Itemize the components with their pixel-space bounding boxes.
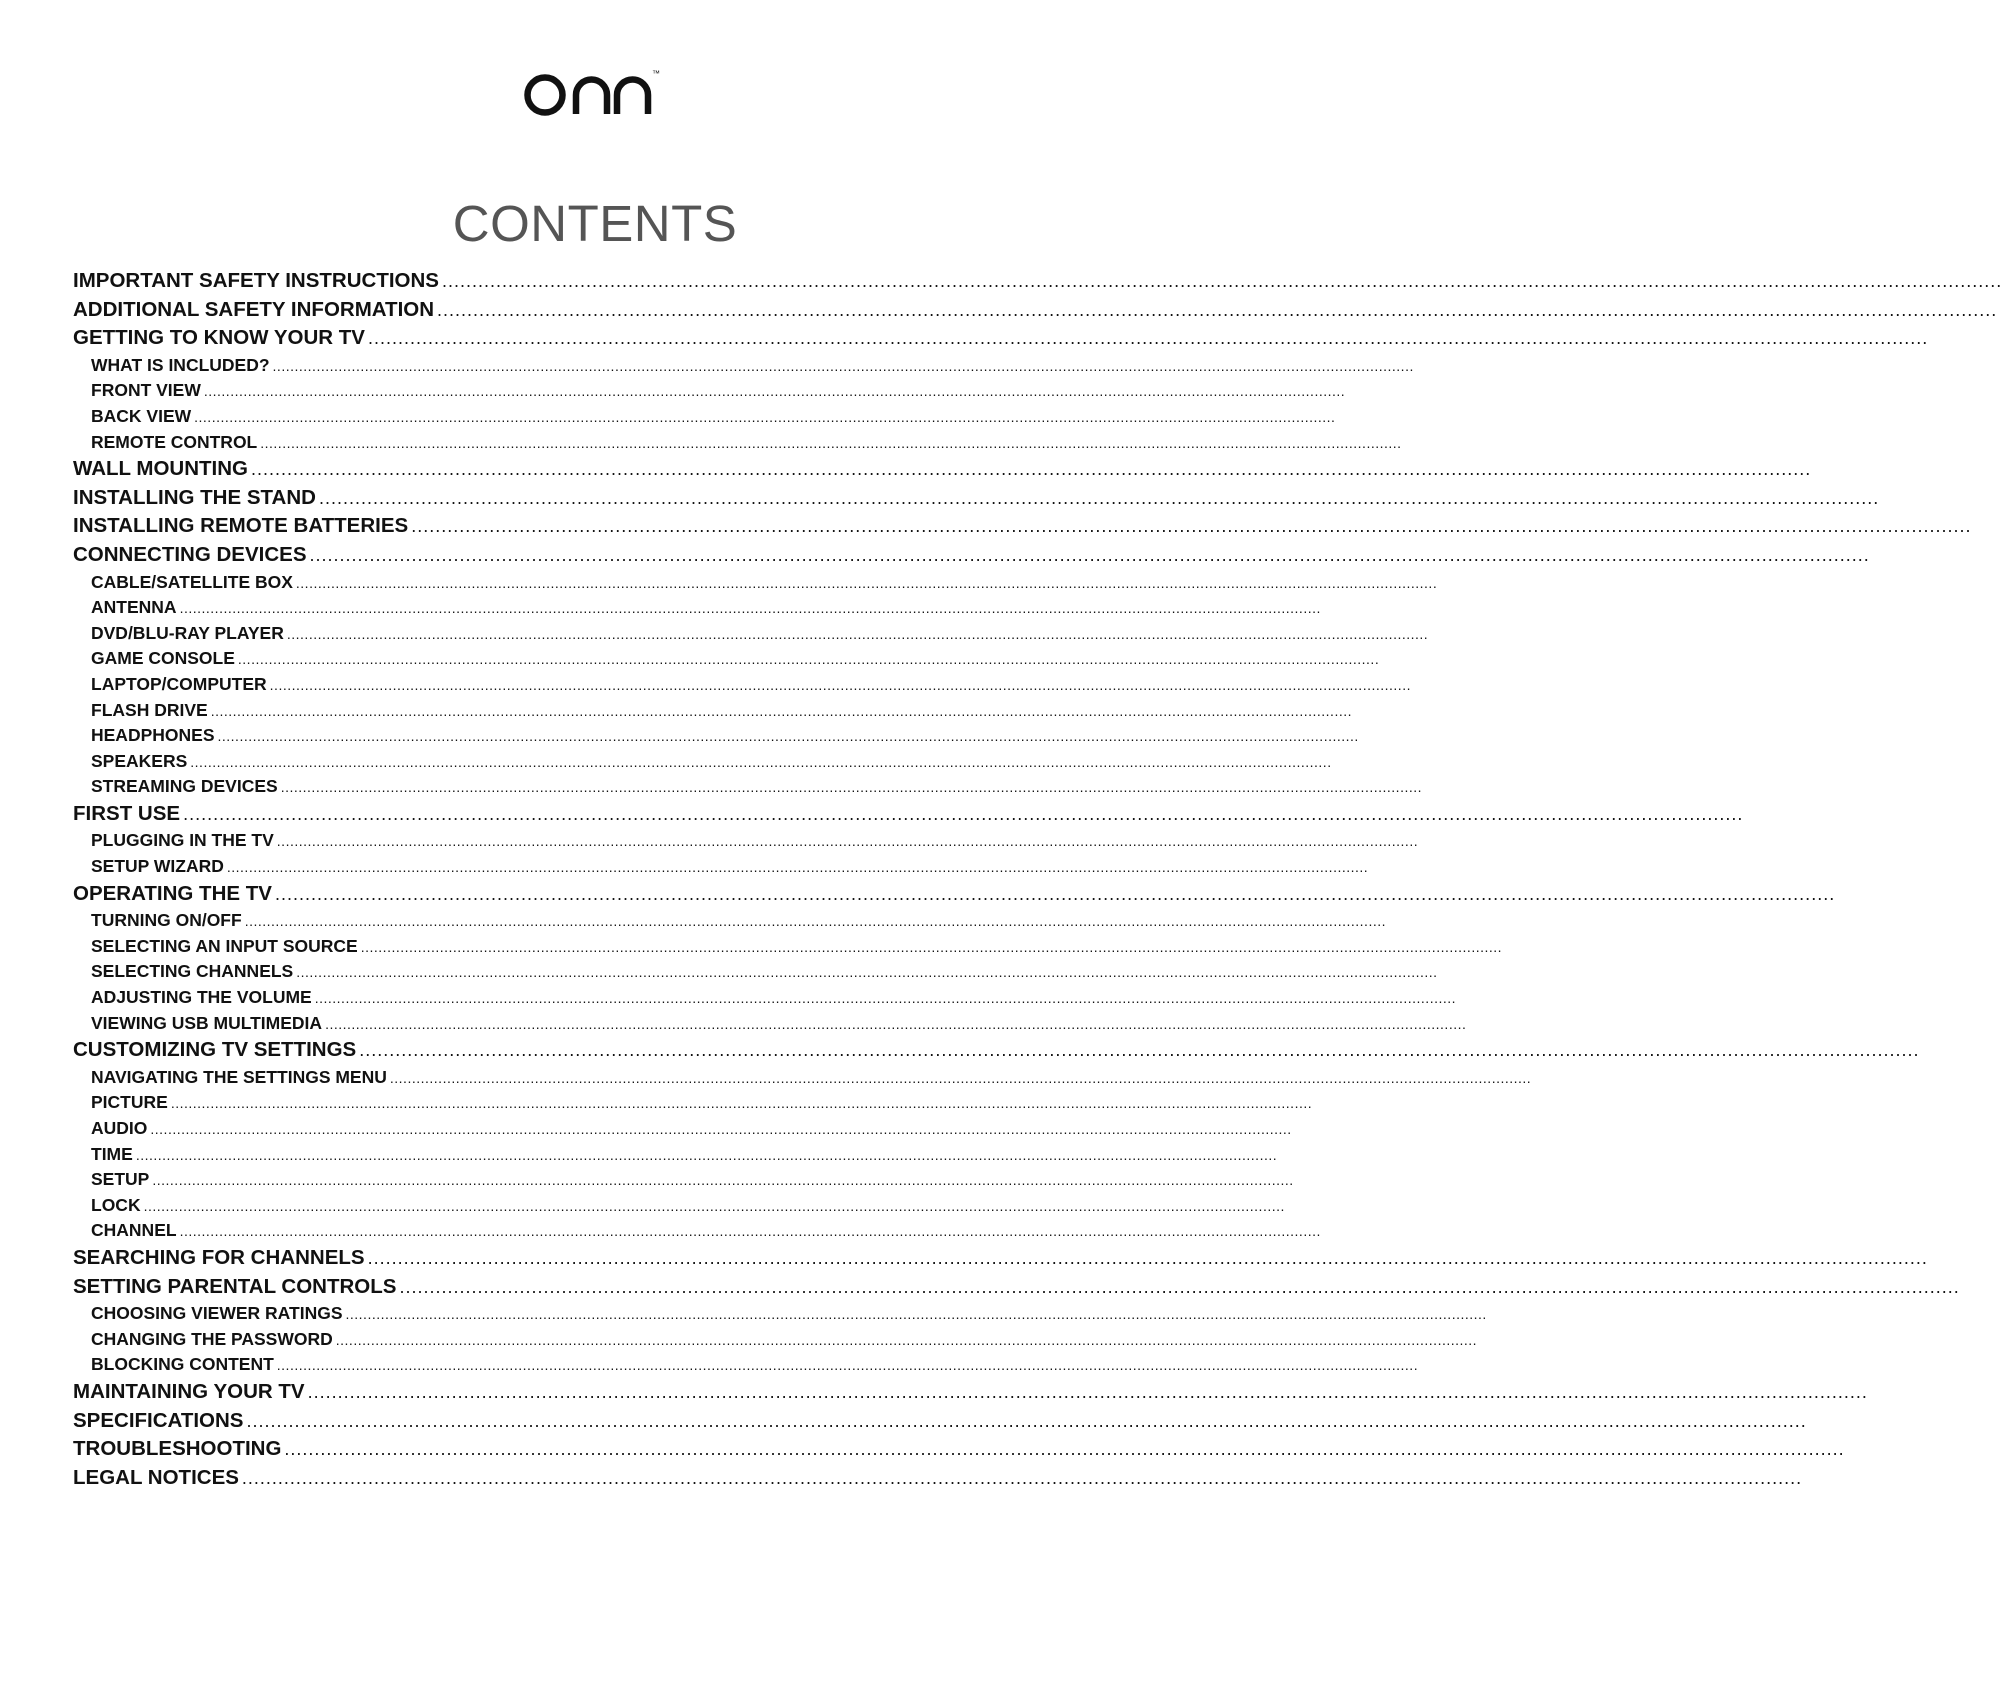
toc-entry-label: INSTALLING THE STAND [73, 485, 316, 509]
dot-leader: .................................................................................................................................................................................................................................................................... [276, 1357, 1419, 1374]
toc-subsection-entry[interactable] [73, 959, 1438, 985]
toc-entry-label: INSTALLING REMOTE BATTERIES [73, 514, 409, 538]
dot-leader: .................................................................................................................................................................................................................................................................... [194, 408, 1336, 425]
toc-section-entry[interactable] [73, 455, 1812, 484]
toc-entry-label: FLASH DRIVE [91, 699, 208, 720]
toc-subsection-entry[interactable] [73, 723, 1359, 749]
dot-leader: .................................................................................................................................................................................................................................................................... [295, 574, 1438, 591]
toc-entry-label: ADJUSTING THE VOLUME [91, 987, 312, 1008]
toc-entry-label: LAPTOP/COMPUTER [91, 673, 267, 694]
dot-leader: .................................................................................................................................................................................................................................................................... [325, 1015, 1467, 1032]
toc-section-entry[interactable] [73, 1435, 1845, 1464]
toc-subsection-entry[interactable] [73, 353, 1414, 379]
toc-section-entry[interactable] [73, 1273, 1960, 1302]
toc-subsection-entry[interactable] [73, 774, 1423, 800]
toc-subsection-entry[interactable] [73, 854, 1369, 880]
toc-section-entry[interactable] [73, 541, 1870, 570]
toc-subsection-entry[interactable] [73, 570, 1438, 596]
toc-entry-label: OPERATING THE TV [73, 881, 272, 905]
toc-entry-label: BACK VIEW [91, 405, 192, 426]
toc-subsection-entry[interactable] [73, 908, 1386, 934]
toc-subsection-entry[interactable] [73, 1142, 1278, 1168]
toc-section-entry[interactable] [73, 324, 1929, 353]
dot-leader: .................................................................................................................................................................................................................................................................... [237, 651, 1380, 668]
toc-entry-label: TIME [91, 1143, 133, 1164]
toc-subsection-entry[interactable] [73, 378, 1346, 404]
toc-entry-label: IMPORTANT SAFETY INSTRUCTIONS [73, 269, 439, 292]
toc-entry-label: VIEWING USB MULTIMEDIA [91, 1012, 323, 1033]
dot-leader: .................................................................................................................................................................................................................................................................... [269, 676, 1411, 693]
toc-section-entry[interactable] [73, 880, 1836, 909]
dot-leader: .................................................................................................................................................................................................................................................................... [411, 516, 1972, 537]
toc-entry-label: TURNING ON/OFF [91, 910, 242, 931]
table-of-contents [73, 267, 2002, 1492]
toc-entry-label: GAME CONSOLE [91, 648, 235, 669]
dot-leader: .................................................................................................................................................................................................................................................................... [286, 625, 1429, 642]
dot-leader: .................................................................................................................................................................................................................................................................... [241, 1467, 1803, 1488]
brand-logo [0, 62, 1190, 118]
dot-leader: .................................................................................................................................................................................................................................................................... [296, 964, 1438, 981]
toc-entry-label: ANTENNA [91, 597, 177, 618]
toc-subsection-entry[interactable] [73, 621, 1429, 647]
toc-entry-label: SELECTING AN INPUT SOURCE [91, 935, 358, 956]
toc-subsection-entry[interactable] [73, 430, 1402, 456]
trademark-symbol: ™ [652, 69, 660, 78]
toc-entry-label: REMOTE CONTROL [91, 431, 258, 452]
toc-subsection-entry[interactable] [73, 934, 1503, 960]
toc-entry-label: CABLE/SATELLITE BOX [91, 571, 293, 592]
toc-entry-label: CHOOSING VIEWER RATINGS [91, 1303, 343, 1324]
toc-entry-label: ADDITIONAL SAFETY INFORMATION [73, 297, 435, 321]
dot-leader: .................................................................................................................................................................................................................................................................... [309, 544, 1870, 565]
toc-entry-label: SETUP WIZARD [91, 856, 224, 877]
toc-entry-label: LEGAL NOTICES [73, 1465, 239, 1489]
toc-entry-label: HEADPHONES [91, 725, 215, 746]
toc-section-entry[interactable] [73, 1036, 1920, 1065]
toc-subsection-entry[interactable] [73, 1011, 1467, 1037]
toc-entry-label: FRONT VIEW [91, 380, 201, 401]
toc-section-entry[interactable] [73, 484, 1880, 513]
dot-leader: .................................................................................................................................................................................................................................................................... [260, 434, 1402, 451]
dot-leader: .................................................................................................................................................................................................................................................................... [274, 883, 1836, 904]
toc-entry-label: GETTING TO KNOW YOUR TV [73, 326, 365, 350]
toc-section-entry[interactable] [73, 512, 1972, 541]
dot-leader: .................................................................................................................................................................................................................................................................... [226, 859, 1369, 876]
dot-leader: .................................................................................................................................................................................................................................................................... [345, 1306, 1487, 1323]
toc-entry-label: SETTING PARENTAL CONTROLS [73, 1274, 397, 1298]
toc-subsection-entry[interactable] [73, 828, 1419, 854]
toc-entry-label: TROUBLESHOOTING [73, 1437, 282, 1461]
toc-entry-label: FIRST USE [73, 801, 181, 825]
dot-leader: .................................................................................................................................................................................................................................................................... [210, 702, 1352, 719]
toc-subsection-entry[interactable] [73, 595, 1321, 621]
dot-leader: .................................................................................................................................................................................................................................................................... [276, 833, 1419, 850]
toc-section-entry[interactable] [73, 1244, 1928, 1273]
dot-leader: .................................................................................................................................................................................................................................................................... [179, 1223, 1321, 1240]
toc-entry-label: SEARCHING FOR CHANNELS [73, 1245, 365, 1269]
dot-leader: .................................................................................................................................................................................................................................................................... [179, 600, 1321, 617]
toc-entry-label: MAINTAINING YOUR TV [73, 1379, 305, 1403]
toc-entry-label: WHAT IS INCLUDED? [91, 354, 270, 375]
toc-subsection-entry[interactable] [73, 1065, 1532, 1091]
dot-leader: .................................................................................................................................................................................................................................................................... [150, 1121, 1292, 1137]
toc-subsection-entry[interactable] [73, 404, 1336, 430]
toc-subsection-entry[interactable] [73, 1116, 1292, 1142]
dot-leader: .................................................................................................................................................................................................................................................................... [399, 1276, 1960, 1297]
onn-logo-icon [520, 62, 670, 118]
dot-leader: .................................................................................................................................................................................................................................................................... [135, 1146, 1278, 1163]
dot-leader: .................................................................................................................................................................................................................................................................... [359, 1040, 1920, 1061]
dot-leader: .................................................................................................................................................................................................................................................................... [284, 1439, 1845, 1460]
toc-entry-label: CUSTOMIZING TV SETTINGS [73, 1038, 357, 1062]
toc-entry-label: PLUGGING IN THE TV [91, 830, 274, 851]
toc-entry-label: CONNECTING DEVICES [73, 542, 307, 566]
dot-leader: .................................................................................................................................................................................................................................................................... [190, 753, 1332, 770]
dot-leader: .................................................................................................................................................................................................................................................................... [318, 487, 1880, 508]
dot-leader: .................................................................................................................................................................................................................................................................... [307, 1381, 1868, 1402]
dot-leader: .................................................................................................................................................................................................................................................................... [143, 1197, 1285, 1214]
dot-leader: .................................................................................................................................................................................................................................................................... [367, 1247, 1928, 1268]
toc-entry-label: DVD/BLU-RAY PLAYER [91, 622, 284, 643]
dot-leader: .................................................................................................................................................................................................................................................................... [246, 1410, 1807, 1431]
toc-subsection-entry[interactable] [73, 1167, 1294, 1193]
dot-leader: .................................................................................................................................................................................................................................................................... [152, 1172, 1294, 1189]
toc-entry-label: WALL MOUNTING [73, 457, 248, 481]
dot-leader: .................................................................................................................................................................................................................................................................... [203, 383, 1346, 400]
toc-entry-label: AUDIO [91, 1118, 148, 1138]
dot-leader: .................................................................................................................................................................................................................................................................... [335, 1331, 1478, 1348]
toc-entry-label: PICTURE [91, 1092, 168, 1113]
toc-subsection-entry[interactable] [73, 1218, 1321, 1244]
toc-section-entry[interactable] [73, 267, 2002, 296]
toc-section-entry[interactable] [73, 296, 1998, 325]
toc-entry-label: BLOCKING CONTENT [91, 1354, 274, 1375]
toc-entry-label: LOCK [91, 1194, 141, 1215]
dot-leader: .................................................................................................................................................................................................................................................................... [272, 357, 1414, 374]
toc-entry-label: SELECTING CHANNELS [91, 961, 294, 982]
toc-subsection-entry[interactable] [73, 749, 1332, 775]
toc-section-entry[interactable] [73, 1464, 1803, 1493]
toc-entry-label: SPECIFICATIONS [73, 1408, 244, 1432]
toc-entry-label: STREAMING DEVICES [91, 776, 278, 797]
toc-entry-label: NAVIGATING THE SETTINGS MENU [91, 1066, 387, 1087]
toc-subsection-entry[interactable] [73, 1327, 1478, 1353]
dot-leader: .................................................................................................................................................................................................................................................................... [360, 938, 1503, 955]
dot-leader: .................................................................................................................................................................................................................................................................... [244, 913, 1386, 930]
toc-section-entry[interactable] [73, 800, 1744, 829]
dot-leader: .................................................................................................................................................................................................................................................................... [280, 779, 1423, 796]
toc-subsection-entry[interactable] [73, 1193, 1285, 1219]
dot-leader: .................................................................................................................................................................................................................................................................... [183, 803, 1744, 824]
page-title: CONTENTS [452, 195, 738, 252]
dot-leader: .................................................................................................................................................................................................................................................................... [217, 728, 1359, 745]
toc-subsection-entry[interactable] [73, 1301, 1487, 1327]
toc-subsection-entry[interactable] [73, 646, 1380, 672]
toc-entry-label: CHANNEL [91, 1220, 177, 1241]
dot-leader: .................................................................................................................................................................................................................................................................... [389, 1069, 1532, 1086]
toc-subsection-entry[interactable] [73, 1352, 1419, 1378]
toc-section-entry[interactable] [73, 1407, 1807, 1436]
dot-leader: .................................................................................................................................................................................................................................................................... [367, 328, 1929, 349]
dot-leader: .................................................................................................................................................................................................................................................................... [251, 459, 1812, 480]
toc-subsection-entry[interactable] [73, 698, 1352, 724]
dot-leader: .................................................................................................................................................................................................................................................................... [441, 271, 2002, 291]
toc-subsection-entry[interactable] [73, 1090, 1313, 1116]
dot-leader: .................................................................................................................................................................................................................................................................... [314, 990, 1457, 1007]
toc-entry-label: CHANGING THE PASSWORD [91, 1328, 333, 1349]
dot-leader: .................................................................................................................................................................................................................................................................... [170, 1095, 1313, 1112]
toc-subsection-entry[interactable] [73, 672, 1411, 698]
dot-leader: .................................................................................................................................................................................................................................................................... [437, 299, 1998, 320]
toc-entry-label: SPEAKERS [91, 750, 188, 771]
toc-section-entry[interactable] [73, 1378, 1868, 1407]
toc-entry-label: SETUP [91, 1169, 150, 1190]
toc-subsection-entry[interactable] [73, 985, 1457, 1011]
